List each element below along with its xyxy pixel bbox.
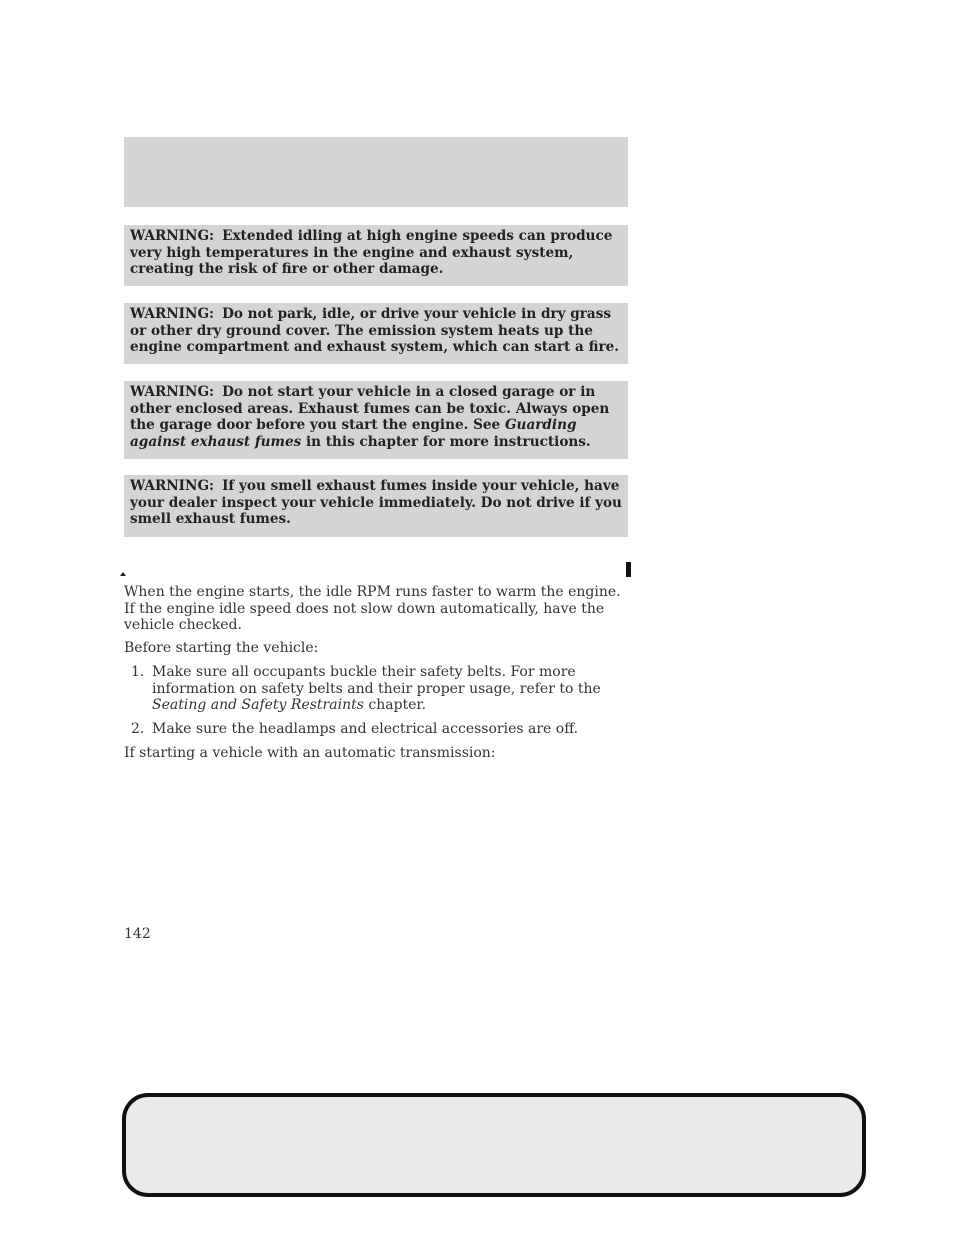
warning-label: WARNING: [130, 306, 215, 322]
warning-text: Extended idling at high engine speeds can produce very high temperatures in the engine and exhaust system, creating the risk of fire or other damage. [130, 228, 613, 277]
cross-reference-link[interactable]: Guarding against exhaust fumes [130, 417, 577, 450]
page-number: 142 [124, 926, 151, 942]
list-text [152, 664, 632, 714]
paragraph-before-starting: Before starting the vehicle: [124, 640, 319, 656]
warning-label: WARNING: [130, 228, 215, 244]
warning-text: Do not start your vehicle in a closed garage or in other enclosed areas. Exhaust fumes can be toxic. Always open the garage door before you start the engine. See [130, 384, 610, 433]
list-text: Make sure the headlamps and electrical accessories are off. [152, 721, 579, 737]
warning-text: If you smell exhaust fumes inside your vehicle, have your dealer inspect your vehicle immediately. Do not drive if you smell exhaust fumes. [130, 478, 622, 527]
paragraph-idle-rpm: When the engine starts, the idle RPM runs faster to warm the engine. If the engine idle speed does not slow down automatically, have the vehicle checked. [124, 584, 621, 633]
list-text-part: Make sure all occupants buckle their safety belts. For more information on safety belts and their proper usage, refer to the [152, 664, 601, 697]
warning-box-dry-grass [124, 303, 628, 364]
warning-text-continued: in this chapter for more instructions. [305, 433, 591, 450]
warning-box-exhaust-fumes [124, 475, 628, 537]
warning-label: WARNING: [130, 384, 215, 400]
warning-label: WARNING: [130, 478, 215, 494]
warning-text: Do not park, idle, or drive your vehicle in dry grass or other dry ground cover. The emission system heats up the engine compartment and exhaust system, which can start a fire. [130, 306, 620, 355]
paragraph-automatic-transmission: If starting a vehicle with an automatic transmission: [124, 745, 496, 761]
list-number: 1. [131, 664, 145, 680]
cross-reference-link[interactable]: Seating and Safety Restraints [152, 697, 364, 713]
header-band [124, 137, 628, 207]
caret-up-icon [120, 572, 126, 576]
footer-box [122, 1093, 866, 1197]
list-text-part: chapter. [368, 697, 427, 713]
revision-bar [626, 562, 631, 577]
list-number: 2. [131, 721, 145, 737]
warning-box-idling [124, 225, 628, 286]
warning-box-garage [124, 381, 628, 459]
